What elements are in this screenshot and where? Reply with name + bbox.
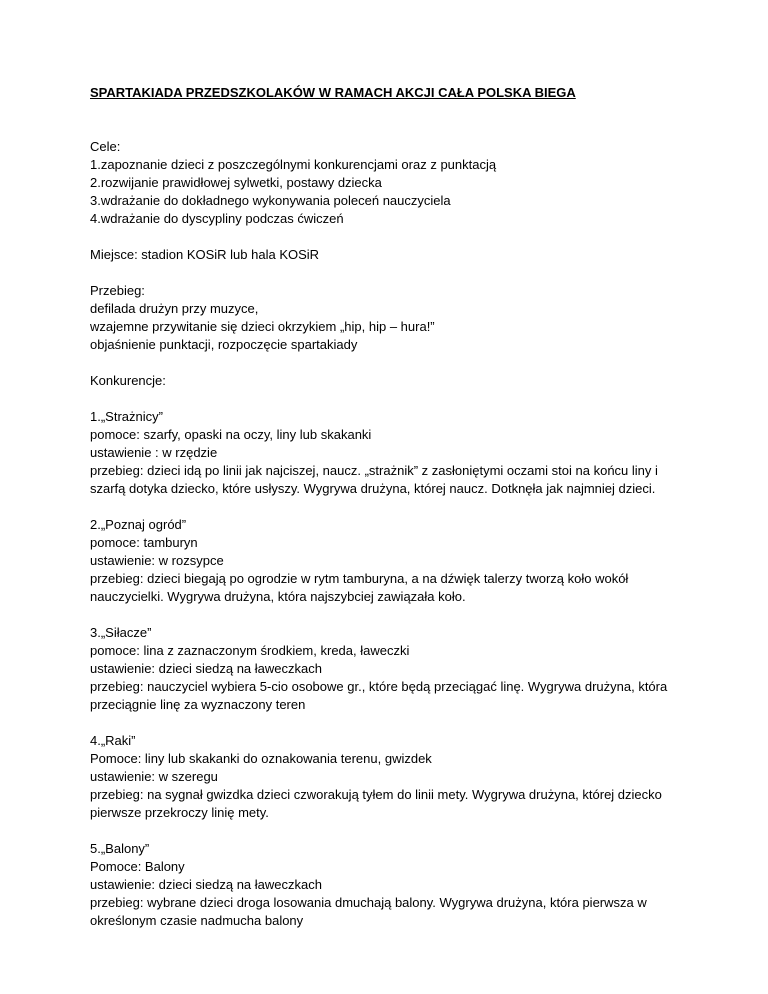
competition-setup: ustawienie: w rozsypce: [90, 553, 224, 568]
competition-4: [90, 732, 710, 822]
competition-2: [90, 516, 710, 606]
competition-course-cont: szarfą dotyka dziecko, które usłyszy. Wygrywa drużyna, której naucz. Dotknęła jak najmniej dzieci.: [90, 481, 656, 496]
competition-course: przebieg: dzieci idą po linii jak najciszej, naucz. „strażnik” z zasłoniętymi oczami stoi na końcu liny i: [90, 463, 658, 478]
competition-1: [90, 408, 710, 498]
competition-name: 2.„Poznaj ogród”: [90, 517, 187, 532]
goal-item: 2.rozwijanie prawidłowej sylwetki, postawy dziecka: [90, 175, 382, 190]
spacer: [90, 264, 710, 282]
course-item: objaśnienie punktacji, rozpoczęcie spartakiady: [90, 337, 358, 352]
competition-course-cont: określonym czasie nadmucha balony: [90, 913, 304, 928]
competition-aids: Pomoce: Balony: [90, 859, 185, 874]
goal-item: 4.wdrażanie do dyscypliny podczas ćwiczeń: [90, 211, 344, 226]
course-label: Przebieg:: [90, 283, 145, 298]
competition-course-cont: przeciągnie linę za wyznaczony teren: [90, 697, 306, 712]
document-title: SPARTAKIADA PRZEDSZKOLAKÓW W RAMACH AKCJI CAŁA POLSKA BIEGA: [90, 85, 576, 100]
goals-label: Cele:: [90, 139, 121, 154]
competition-name: 5.„Balony”: [90, 841, 150, 856]
competition-setup: ustawienie: dzieci siedzą na ławeczkach: [90, 661, 322, 676]
competition-setup: ustawienie: w szeregu: [90, 769, 218, 784]
competition-course: przebieg: dzieci biegają po ogrodzie w rytm tamburyna, a na dźwięk talerzy tworzą koło wokół: [90, 571, 629, 586]
spacer: [90, 498, 710, 516]
competition-course-cont: nauczycielki. Wygrywa drużyna, która najszybciej zawiązała koło.: [90, 589, 466, 604]
competition-name: 1.„Strażnicy”: [90, 409, 163, 424]
course-section: [90, 282, 710, 354]
competition-aids: pomoce: szarfy, opaski na oczy, liny lub skakanki: [90, 427, 372, 442]
competition-5: [90, 840, 710, 930]
spacer: [90, 102, 710, 138]
competition-course: przebieg: nauczyciel wybiera 5-cio osobowe gr., które będą przeciągać linę. Wygrywa drużyna, która: [90, 679, 668, 694]
spacer: [90, 714, 710, 732]
competition-setup: ustawienie : w rzędzie: [90, 445, 218, 460]
spacer: [90, 390, 710, 408]
course-item: wzajemne przywitanie się dzieci okrzykiem „hip, hip – hura!”: [90, 319, 435, 334]
spacer: [90, 354, 710, 372]
competitions-label: Konkurencje:: [90, 373, 166, 388]
competition-3: [90, 624, 710, 714]
competition-aids: pomoce: tamburyn: [90, 535, 198, 550]
goal-item: 3.wdrażanie do dokładnego wykonywania poleceń nauczyciela: [90, 193, 451, 208]
competition-course-cont: pierwsze przekroczy linię mety.: [90, 805, 269, 820]
competition-name: 3.„Siłacze”: [90, 625, 152, 640]
competition-setup: ustawienie: dzieci siedzą na ławeczkach: [90, 877, 322, 892]
competition-course: przebieg: na sygnał gwizdka dzieci czworakują tyłem do linii mety. Wygrywa drużyna, której dziecko: [90, 787, 662, 802]
competition-course: przebieg: wybrane dzieci droga losowania dmuchają balony. Wygrywa drużyna, która pierwsza w: [90, 895, 647, 910]
goals-section: [90, 138, 710, 228]
document-page: [90, 84, 710, 930]
competition-aids: pomoce: lina z zaznaczonym środkiem, kreda, ławeczki: [90, 643, 410, 658]
place-text: Miejsce: stadion KOSiR lub hala KOSiR: [90, 247, 320, 262]
competition-name: 4.„Raki”: [90, 733, 136, 748]
course-item: defilada drużyn przy muzyce,: [90, 301, 259, 316]
competition-aids: Pomoce: liny lub skakanki do oznakowania terenu, gwizdek: [90, 751, 432, 766]
goal-item: 1.zapoznanie dzieci z poszczególnymi konkurencjami oraz z punktacją: [90, 157, 497, 172]
spacer: [90, 822, 710, 840]
spacer: [90, 228, 710, 246]
spacer: [90, 606, 710, 624]
